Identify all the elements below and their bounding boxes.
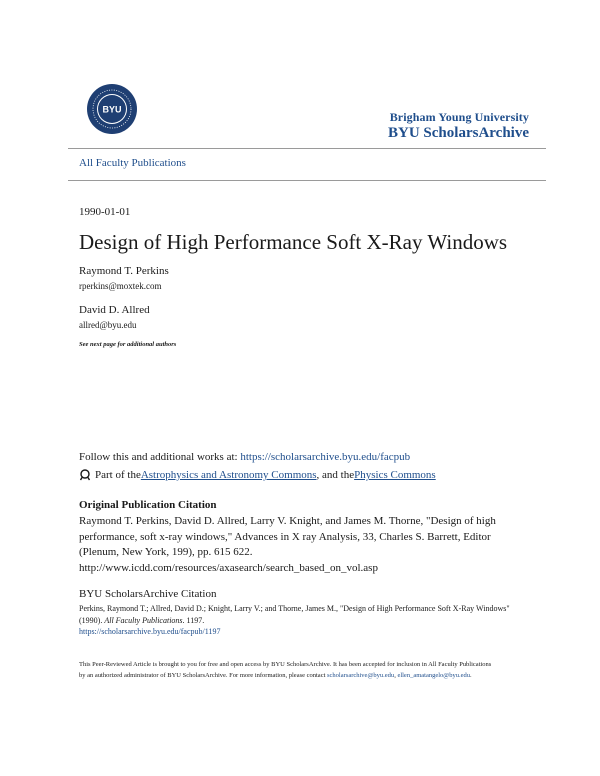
access-notice: This Peer-Reviewed Article is brought to you for free and open access by BYU ScholarsArchive. It has been accepted for inclusion in All Faculty Publications by an authorized administrator of BYU ScholarsArchive. For more information, please contact scholarsarchive@byu.edu, ellen_amatangelo@byu.edu. (79, 661, 492, 679)
part-of-line (79, 469, 436, 481)
page-title: Design of High Performance Soft X-Ray Windows (79, 230, 508, 254)
citation-url-link[interactable]: https://scholarsarchive.byu.edu/facpub/1197 (79, 627, 221, 636)
astrophysics-commons-link[interactable]: Astrophysics and Astronomy Commons (140, 469, 317, 481)
follow-line (79, 451, 410, 463)
byu-citation-heading: BYU ScholarsArchive Citation (79, 588, 217, 600)
part-of-middle: , and the (316, 469, 355, 481)
university-name: Brigham Young University (389, 110, 529, 124)
follow-prefix: Follow this and additional works at: (79, 451, 241, 463)
part-of-prefix: Part of the (95, 469, 141, 481)
publication-date: 1990-01-01 (79, 206, 131, 218)
author-email[interactable]: rperkins@moxtek.com (79, 281, 162, 291)
byu-seal-logo (86, 83, 138, 135)
network-icon (79, 469, 91, 481)
series-link[interactable]: All Faculty Publications (79, 157, 186, 169)
author-email[interactable]: allred@byu.edu (79, 320, 137, 330)
institution-block (388, 110, 529, 142)
seal-text: BYU (102, 104, 122, 115)
contact-email-link[interactable]: scholarsarchive@byu.edu (327, 671, 395, 679)
divider-bottom (68, 180, 546, 181)
author-name: David D. Allred (79, 304, 150, 316)
see-next-note: See next page for additional authors (79, 341, 177, 348)
archive-name[interactable]: BYU ScholarsArchive (388, 125, 529, 141)
physics-commons-link[interactable]: Physics Commons (354, 469, 436, 481)
original-citation-heading: Original Publication Citation (79, 499, 217, 511)
byu-citation-text: Perkins, Raymond T.; Allred, David D.; Knight, Larry V.; and Thorne, James M., "Design of High Performance Soft X-Ray Windows" (1990). All Faculty Publications. 1197. https://scholarsarchive.byu.edu/facpub/1197 (79, 604, 510, 636)
original-citation-text: Raymond T. Perkins, David D. Allred, Larry V. Knight, and James M. Thorne, "Design of high performance, soft x-ray windows," Advances in X ray Analysis, 33, Charles S. Barrett, Editor (Plenum, New York, 199), pp. 615 622. http://www.icdd.com/resources/axasearch/search_based_on_vol.asp (79, 515, 496, 574)
divider-top (68, 148, 546, 149)
author-name: Raymond T. Perkins (79, 265, 169, 277)
follow-url-link[interactable]: https://scholarsarchive.byu.edu/facpub (240, 451, 411, 463)
contact-email-link[interactable]: ellen_amatangelo@byu.edu (397, 671, 471, 679)
